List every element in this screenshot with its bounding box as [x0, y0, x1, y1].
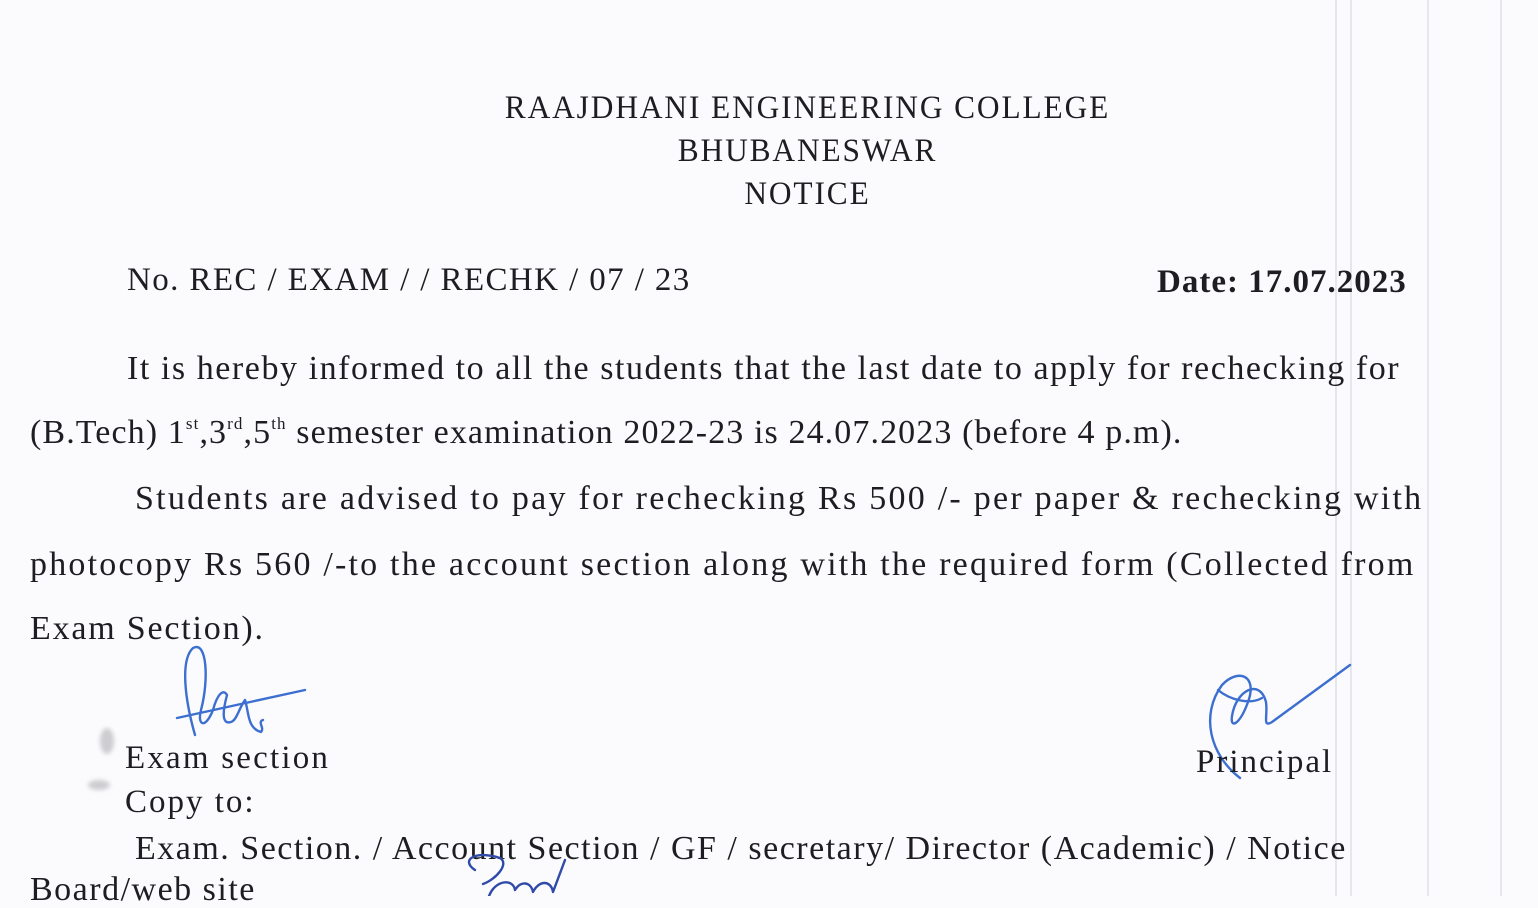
paragraph-line: Students are advised to pay for rechecking Rs 500 /- per paper & rechecking with — [135, 480, 1424, 517]
notice-date: Date: 17.07.2023 — [1157, 264, 1407, 300]
notice-title: NOTICE — [744, 176, 871, 212]
institution-name: RAAJDHANI ENGINEERING COLLEGE — [504, 90, 1111, 126]
copy-to-label: Copy to: — [125, 784, 256, 820]
paragraph-line: photocopy Rs 560 /-to the account section along with the required form (Collected from — [30, 546, 1416, 583]
signatory-principal: Principal — [1196, 744, 1334, 780]
signatory-exam-section: Exam section — [125, 740, 331, 776]
city-name: BHUBANESWAR — [677, 133, 938, 169]
scan-smudge — [100, 728, 114, 754]
reference-number: No. REC / EXAM / / RECHK / 07 / 23 — [127, 262, 691, 298]
copy-to-recipients: Exam. Section. / Account Section / GF / secretary/ Director (Academic) / Notice — [135, 830, 1347, 867]
paragraph-line: It is hereby informed to all the students that the last date to apply for rechecking for — [127, 350, 1401, 387]
copy-to-recipients-cont: Board/web site — [30, 871, 256, 908]
scan-smudge — [88, 780, 110, 790]
paragraph-line: (B.Tech) 1st,3rd,5th semester examination 2022-23 is 24.07.2023 (before 4 p.m). — [30, 414, 1183, 451]
handwritten-annotation — [455, 850, 595, 896]
paragraph-line: Exam Section). — [30, 610, 265, 647]
